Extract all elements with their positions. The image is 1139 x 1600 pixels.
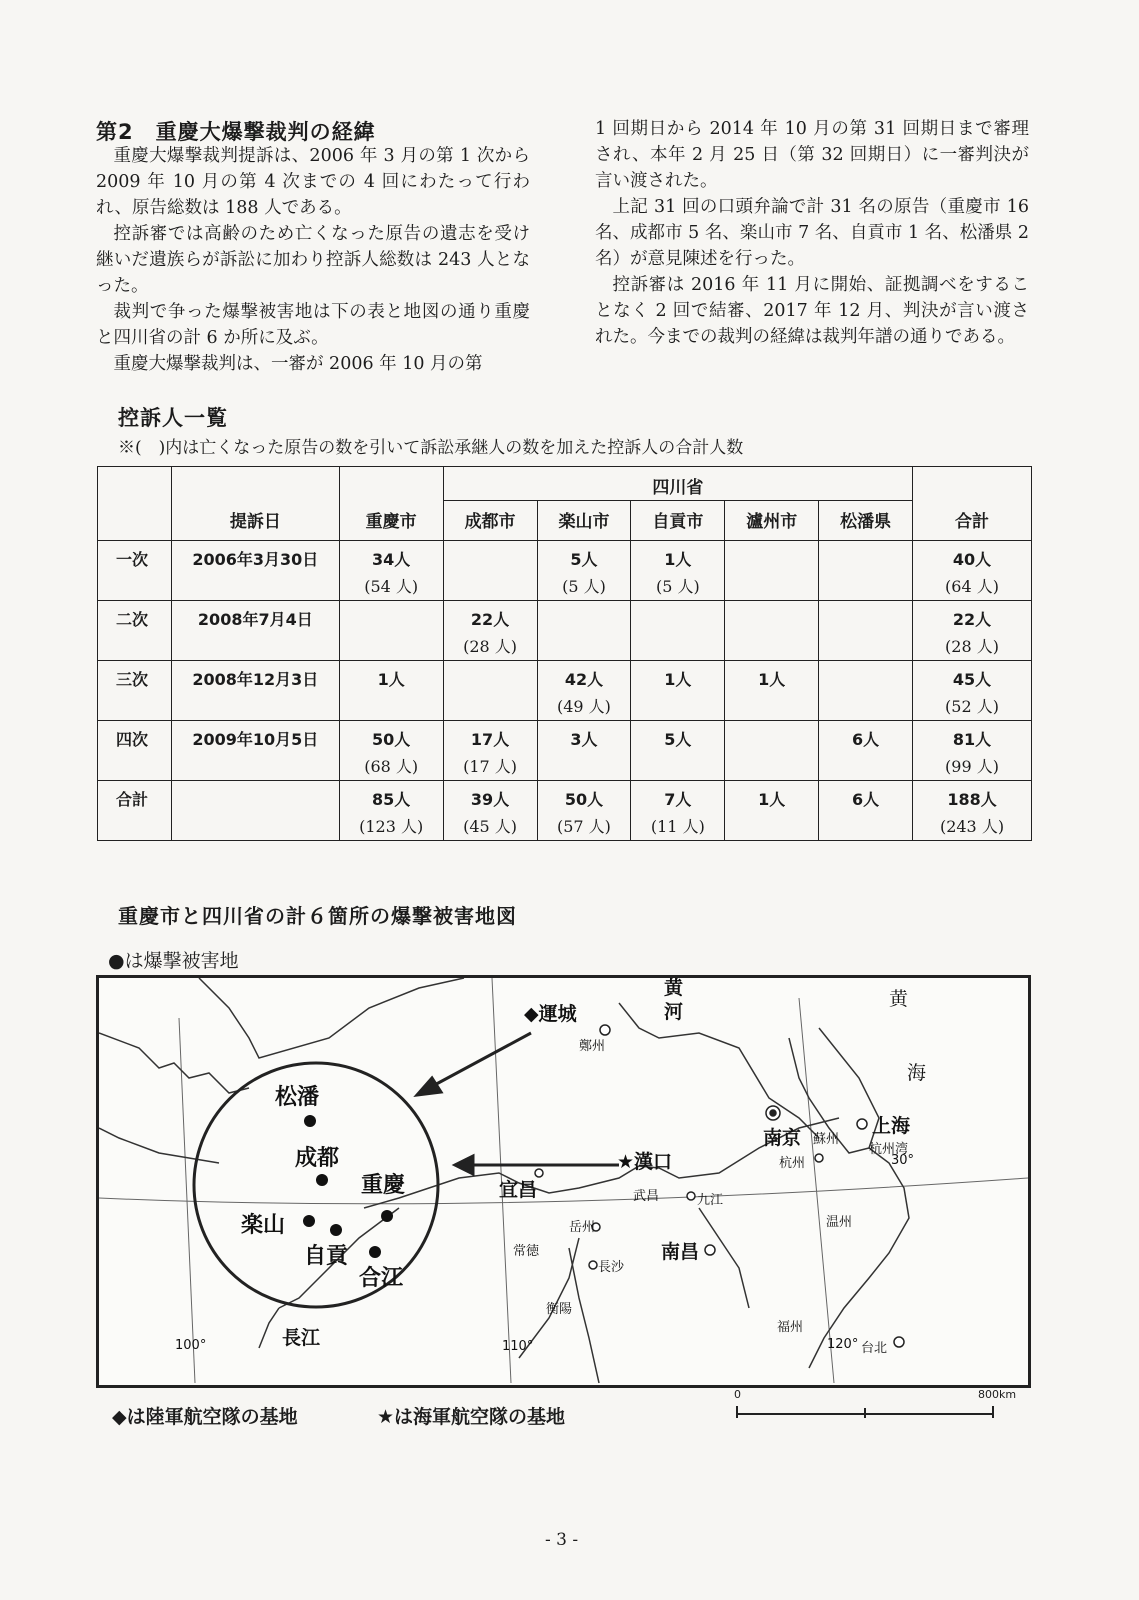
paragraph: 裁判で争った爆撃被害地は下の表と地図の通り重慶と四川省の計 6 か所に及ぶ。	[96, 302, 530, 348]
label-yellow-river: 黄河	[664, 977, 684, 1023]
label-changde: 常徳	[513, 1244, 540, 1259]
bombed-site-marker	[304, 1115, 316, 1127]
label-hengyang: 衡陽	[546, 1302, 573, 1317]
appellant-count: 188人	[947, 790, 997, 809]
map-subtitle: ●は爆撃被害地	[108, 950, 239, 972]
count-cell	[631, 541, 725, 601]
adjusted-count: (5 人)	[562, 577, 606, 596]
scale-800: 800km	[978, 1388, 1017, 1401]
row-label: 合計	[98, 781, 172, 841]
appellant-count: 40人	[952, 550, 992, 569]
count-cell	[443, 601, 537, 661]
count-cell	[631, 601, 725, 661]
filing-date: 2008年7月4日	[171, 601, 339, 661]
adjusted-count: (99 人)	[945, 757, 999, 776]
yellow-river	[619, 1003, 819, 1138]
appellant-count: 22人	[470, 610, 510, 629]
appellant-count: 1人	[377, 670, 405, 689]
count-cell	[913, 781, 1032, 841]
city-marker	[815, 1154, 823, 1162]
adjusted-count: (5 人)	[655, 577, 700, 596]
count-cell	[819, 781, 913, 841]
filing-date: 2008年12月3日	[171, 661, 339, 721]
adjusted-count: (123 人)	[359, 817, 424, 836]
appellant-count: 1人	[664, 670, 692, 689]
appellant-count: 7人	[664, 790, 692, 809]
adjusted-count: (49 人)	[556, 697, 611, 716]
col-header: 提訴日	[171, 467, 339, 541]
count-cell	[725, 541, 819, 601]
count-cell	[819, 721, 913, 781]
count-cell	[819, 601, 913, 661]
appellant-count: 34人	[372, 550, 411, 569]
table-row	[98, 601, 1032, 661]
label-suzhou: 蘇州	[813, 1132, 840, 1147]
city-marker	[770, 1110, 776, 1116]
count-cell	[631, 661, 725, 721]
count-cell	[537, 541, 631, 601]
appellant-count: 81人	[952, 730, 992, 749]
sichuan-header: 四川省	[443, 467, 912, 501]
col-header: 瀘州市	[725, 501, 819, 541]
count-cell	[725, 661, 819, 721]
appellant-count: 6人	[852, 730, 880, 749]
appellant-count: 1人	[758, 790, 786, 809]
col-header: 楽山市	[537, 501, 631, 541]
city-marker	[857, 1119, 867, 1129]
label-yellow-sea: 黄	[889, 988, 909, 1010]
appellant-count: 85人	[372, 790, 411, 809]
river	[259, 1308, 279, 1348]
adjusted-count: (243 人)	[939, 817, 1005, 836]
appellant-count: 5人	[664, 730, 692, 749]
legend-army: ◆は陸軍航空隊の基地	[112, 1406, 298, 1428]
count-cell	[631, 721, 725, 781]
label-yuncheng: ◆運城	[524, 1003, 577, 1025]
label-zhengzhou: 鄭州	[579, 1039, 606, 1054]
paragraph: 上記 31 回の口頭弁論で計 31 名の原告（重慶市 16 名、成都市 5 名、楽山市 7 名、自貢市 1 名、松潘県 2 名）が意見陳述を行った。	[595, 197, 1029, 269]
city-marker	[687, 1192, 695, 1200]
appellant-count: 6人	[852, 790, 880, 809]
label-lon-120: 120°	[827, 1337, 859, 1352]
coast	[809, 1148, 909, 1368]
filing-date: 2009年10月5日	[171, 721, 339, 781]
count-cell	[913, 661, 1032, 721]
count-cell	[443, 781, 537, 841]
bombed-site-marker	[316, 1174, 328, 1186]
city-marker	[705, 1245, 715, 1255]
label-chongqing: 重慶	[361, 1173, 406, 1198]
filing-date	[171, 781, 339, 841]
border-line	[199, 978, 464, 1058]
row-label: 三次	[98, 661, 172, 721]
adjusted-count: (64 人)	[945, 577, 999, 596]
count-cell	[913, 601, 1032, 661]
count-cell	[631, 781, 725, 841]
label-nanjing: 南京	[763, 1127, 802, 1149]
count-cell	[443, 721, 537, 781]
corner-cell	[98, 467, 172, 541]
paragraph: 重慶大爆撃裁判は、一審が 2006 年 10 月の第	[113, 354, 483, 374]
city-marker	[600, 1025, 610, 1035]
appellant-count: 50人	[372, 730, 411, 749]
river	[699, 1208, 749, 1308]
city-marker	[894, 1337, 904, 1347]
arrowhead	[417, 1078, 441, 1095]
adjusted-count: (52 人)	[945, 697, 999, 716]
adjusted-count: (68 人)	[364, 757, 419, 776]
label-lon-110: 110°	[502, 1339, 534, 1354]
count-cell	[819, 541, 913, 601]
appellant-count: 17人	[470, 730, 510, 749]
label-zigong: 自貢	[304, 1244, 349, 1269]
appellant-count: 5人	[570, 550, 598, 569]
city-marker	[589, 1261, 597, 1269]
appellant-count: 50人	[564, 790, 604, 809]
label-yuezhou: 岳州	[569, 1220, 596, 1235]
label-sea: 海	[907, 1062, 927, 1084]
label-fuzhou: 福州	[777, 1320, 804, 1335]
appellant-count: 1人	[664, 550, 692, 569]
label-lon-100: 100°	[175, 1338, 207, 1353]
map-drawing	[99, 978, 1028, 1385]
label-wenzhou: 温州	[826, 1215, 853, 1230]
col-header: 重慶市	[339, 467, 443, 541]
row-label: 二次	[98, 601, 172, 661]
adjusted-count: (57 人)	[556, 817, 611, 836]
paragraph: 控訴審は 2016 年 11 月に開始、証拠調べをすることなく 2 回で結審、2017 年 12 月、判決が言い渡された。今までの裁判の経緯は裁判年譜の通りである。	[595, 275, 1029, 347]
row-label: 四次	[98, 721, 172, 781]
label-changsha: 長沙	[598, 1260, 625, 1275]
label-chengdu: 成都	[295, 1146, 340, 1171]
col-header: 合計	[913, 467, 1032, 541]
table-row	[98, 721, 1032, 781]
appellant-count: 39人	[470, 790, 510, 809]
count-cell	[913, 541, 1032, 601]
appellants-heading: 控訴人一覧	[118, 406, 228, 430]
adjusted-count: (17 人)	[463, 757, 518, 776]
col-header: 成都市	[443, 501, 537, 541]
bombing-map	[96, 975, 1031, 1388]
label-lat-30: 30°	[891, 1153, 915, 1168]
count-cell	[537, 781, 631, 841]
legend-navy: ★は海軍航空隊の基地	[377, 1406, 566, 1428]
row-label: 一次	[98, 541, 172, 601]
appellant-count: 22人	[952, 610, 992, 629]
table-row	[98, 541, 1032, 601]
label-yichang: 宜昌	[499, 1179, 538, 1201]
label-hankou: ★漢口	[617, 1151, 673, 1173]
paragraph: 1 回期日から 2014 年 10 月の第 31 回期日まで審理され、本年 2 月 25 日（第 32 回期日）に一審判決が言い渡された。	[595, 119, 1029, 191]
label-wuchang: 武昌	[633, 1189, 660, 1204]
label-songpan: 松潘	[275, 1085, 320, 1110]
meridian-100	[179, 1018, 195, 1383]
label-hangzhou: 杭州	[779, 1156, 806, 1171]
adjusted-count: (45 人)	[463, 817, 518, 836]
appellants-table	[97, 466, 1032, 841]
count-cell	[339, 541, 443, 601]
section-heading: 第2 重慶大爆撃裁判の経緯	[96, 120, 376, 144]
label-hangzhou-bay: 杭州湾	[869, 1142, 909, 1157]
bombed-site-marker	[369, 1246, 381, 1258]
count-cell	[339, 661, 443, 721]
count-cell	[339, 781, 443, 841]
table-row	[98, 661, 1032, 721]
count-cell	[725, 781, 819, 841]
label-shanghai: 上海	[872, 1115, 911, 1137]
label-jiujiang: 九江	[697, 1193, 724, 1208]
bombed-site-marker	[381, 1210, 393, 1222]
appellants-note: ※( )内は亡くなった原告の数を引いて訴訟承継人の数を加えた控訴人の合計人数	[118, 438, 744, 458]
adjusted-count: (54 人)	[364, 577, 419, 596]
label-nanchang: 南昌	[661, 1241, 700, 1263]
appellant-count: 3人	[570, 730, 598, 749]
count-cell	[339, 721, 443, 781]
count-cell	[443, 541, 537, 601]
adjusted-count: (28 人)	[945, 637, 999, 656]
count-cell	[537, 661, 631, 721]
col-header: 松潘県	[819, 501, 913, 541]
bombed-site-marker	[303, 1215, 315, 1227]
label-taipei: 台北	[861, 1341, 888, 1356]
bombed-site-marker	[330, 1224, 342, 1236]
arrowhead	[455, 1156, 473, 1174]
label-leshan: 楽山	[241, 1213, 286, 1238]
scale-bar	[735, 1402, 995, 1422]
border-line	[99, 1033, 249, 1093]
count-cell	[339, 601, 443, 661]
adjusted-count: (11 人)	[650, 817, 705, 836]
adjusted-count: (28 人)	[463, 637, 518, 656]
count-cell	[819, 661, 913, 721]
map-heading: 重慶市と四川省の計６箇所の爆撃被害地図	[118, 904, 517, 928]
count-cell	[537, 601, 631, 661]
count-cell	[725, 601, 819, 661]
count-cell	[537, 721, 631, 781]
count-cell	[443, 661, 537, 721]
paragraph: 控訴審では高齢のため亡くなった原告の遺志を受け継いだ遺族らが訴訟に加わり控訴人総数は 243 人となった。	[96, 224, 530, 296]
label-hejiang: 合江	[359, 1266, 404, 1291]
col-header: 自貢市	[631, 501, 725, 541]
scale-zero: 0	[734, 1388, 741, 1401]
filing-date: 2006年3月30日	[171, 541, 339, 601]
arrow-from-yuncheng	[429, 1033, 531, 1088]
page-number: - 3 -	[545, 1530, 579, 1550]
table-row	[98, 781, 1032, 841]
appellant-count: 42人	[564, 670, 604, 689]
paragraph: 重慶大爆撃裁判提訴は、2006 年 3 月の第 1 次から 2009 年 10 月の第 4 次までの 4 回にわたって行われ、原告総数は 188 人である。	[96, 146, 530, 218]
left-column	[96, 143, 530, 377]
right-column	[595, 116, 1029, 350]
appellant-count: 45人	[952, 670, 992, 689]
label-yangtze: 長江	[282, 1327, 321, 1349]
count-cell	[913, 721, 1032, 781]
count-cell	[725, 721, 819, 781]
appellant-count: 1人	[758, 670, 786, 689]
